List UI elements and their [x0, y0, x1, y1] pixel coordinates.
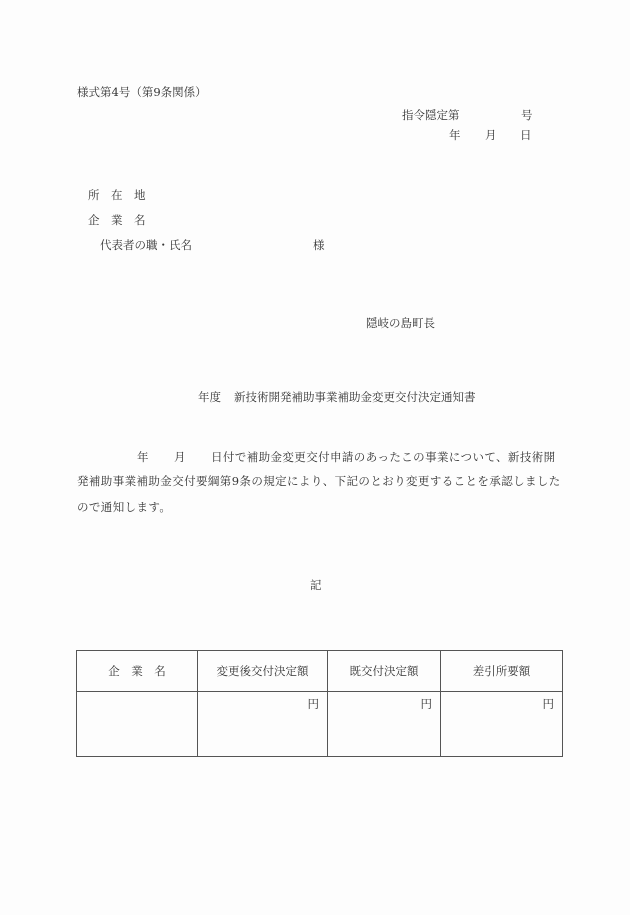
title-year-label: 年度: [198, 390, 221, 404]
cell-changed-amount: 円: [198, 692, 328, 757]
document-title: 新技術開発補助事業補助金変更交付決定通知書: [234, 390, 476, 404]
cell-difference: 円: [441, 692, 563, 757]
amount-table: [76, 650, 563, 757]
recipient-company: 企 業 名: [88, 213, 146, 227]
body-text-line1: 日付で補助金変更交付申請のあったこの事業について、新技術開: [211, 450, 556, 464]
date-year: 年: [449, 128, 461, 142]
body-date-month: 月: [174, 450, 186, 464]
table-row: [77, 692, 563, 757]
body-text: 発補助事業補助金交付要綱第9条の規定により、下記のとおり変更することを承認しましたので通知します。: [77, 474, 561, 514]
honorific: 様: [313, 238, 325, 252]
issuer: 隠岐の島町長: [366, 316, 435, 330]
header-existing-amount: 既交付決定額: [328, 651, 441, 692]
header-company: 企 業 名: [77, 651, 198, 692]
recipient-representative: 代表者の職・氏名: [100, 238, 192, 252]
form-label: 様式第4号（第9条関係）: [77, 85, 207, 99]
date-month: 月: [485, 128, 497, 142]
ki-heading: 記: [310, 578, 322, 592]
header-changed-amount: 変更後交付決定額: [198, 651, 328, 692]
directive-prefix: 指令隠定第: [402, 108, 460, 122]
date-day: 日: [520, 128, 532, 142]
cell-existing-amount: 円: [328, 692, 441, 757]
directive-suffix: 号: [521, 108, 533, 122]
body-date-year: 年: [137, 450, 149, 464]
recipient-location: 所 在 地: [88, 188, 146, 202]
cell-company: [77, 692, 198, 757]
table-header-row: [77, 651, 563, 692]
header-difference: 差引所要額: [441, 651, 563, 692]
